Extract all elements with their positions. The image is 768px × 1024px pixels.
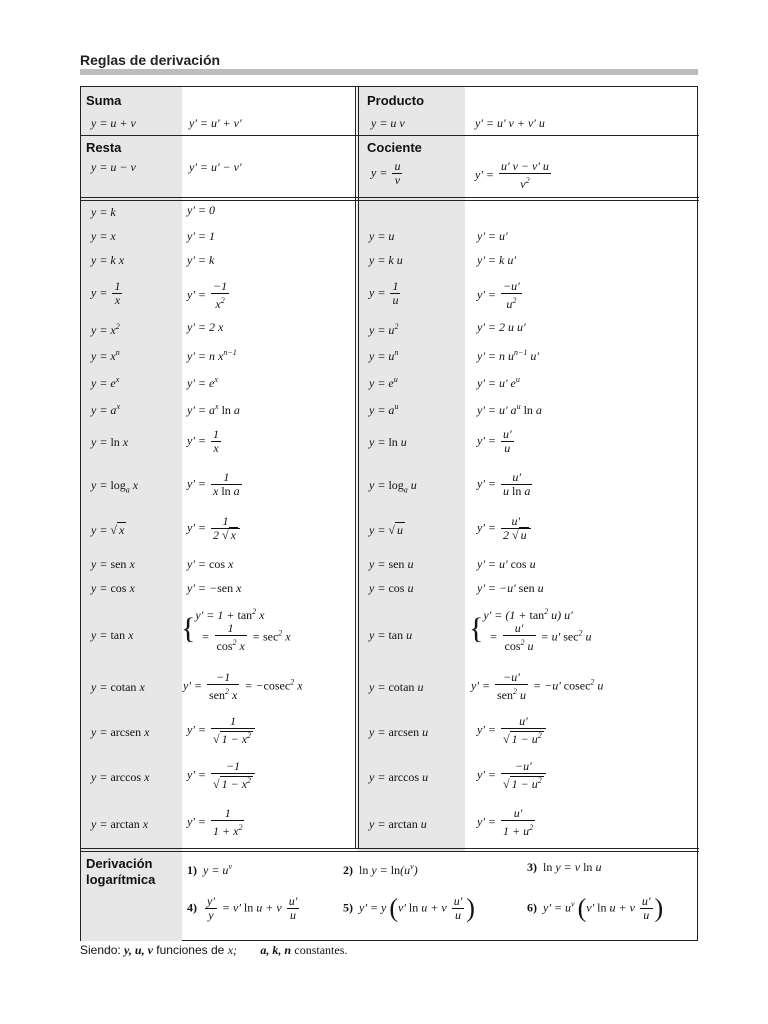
rule-lnx-deriv: y' = $\frac{1}{x}$ bbox=[187, 427, 219, 455]
rule-senu-deriv: y' = u' cos u bbox=[477, 557, 536, 571]
divider-double-b bbox=[81, 851, 699, 852]
rule-x2-deriv: y' = 2 x bbox=[187, 320, 224, 334]
header-suma: Suma bbox=[86, 93, 122, 108]
rule-eu-fn: $y = e^u$ bbox=[369, 375, 398, 390]
rule-ex-deriv: $y' = e^x$ bbox=[187, 375, 218, 390]
rule-logx-deriv: y' = $\frac{1}{\text{x ln a}}$ bbox=[187, 470, 240, 498]
header-log-line2: logarítmica bbox=[86, 872, 156, 887]
rule-ku-fn: y = k u bbox=[369, 253, 403, 267]
rule-cosx-deriv: y' = −sen x bbox=[187, 581, 242, 595]
rule-ku-deriv: y' = k u' bbox=[477, 253, 516, 267]
rule-cosu-deriv: y' = −u' sen u bbox=[477, 581, 544, 595]
rule-x-fn: y = x bbox=[91, 229, 116, 243]
rule-arctanx-fn: y = arctan x bbox=[91, 817, 149, 831]
center-divider-double bbox=[358, 87, 359, 849]
formula-producto-deriv: y' = u' v + v' u bbox=[475, 116, 545, 130]
footer-consts: a, k, n bbox=[260, 943, 292, 957]
log-step-6: 6) $y' = u^v$ (v' ln u + v $\frac{u'}{u}$ ) bbox=[527, 893, 664, 923]
rule-senu-fn: y = sen u bbox=[369, 557, 414, 571]
rule-tanx-deriv: {$y' = 1 + \tan^2 x$ = $\frac{1}{\cos^2 x}$ = $\sec^2 x$ bbox=[181, 607, 291, 653]
formula-producto-fn: y = u v bbox=[371, 116, 405, 130]
rule-x-deriv: y' = 1 bbox=[187, 229, 215, 243]
footer-constantes: constantes. bbox=[294, 943, 348, 957]
rule-arccosx-deriv: y' = $\frac{-1}{√ 1 - x^2}$ bbox=[187, 760, 257, 791]
rule-ex-fn: $y = e^x$ bbox=[91, 375, 120, 390]
rule-inv-u-fn: y = $\frac{1}{u}$ bbox=[369, 279, 399, 307]
rule-tanu-deriv: {$y' = (1 + \tan^2 u)$ u' = $\frac{u'}{\cos^2 u}$ = u' $\sec^2 u$ bbox=[469, 607, 592, 653]
footer-note bbox=[80, 943, 347, 958]
log-step-4: 4) $\frac{y'}{y}$ = v' ln u + v $\frac{u'}{u}$ bbox=[187, 894, 298, 922]
rule-u2-deriv: y' = 2 u u' bbox=[477, 320, 526, 334]
rule-cotanu-fn: y = cotan u bbox=[369, 680, 424, 694]
footer-x: x; bbox=[227, 943, 238, 957]
rule-cotanu-deriv: y' = $\frac{-u'}{sen^2 u}$ = −u' cosec$^2$ u bbox=[471, 670, 604, 702]
formula-resta-fn: y = u − v bbox=[91, 160, 136, 174]
rule-eu-deriv: y' = u' $e^u$ bbox=[477, 375, 520, 390]
divider-suma-resta bbox=[81, 135, 699, 136]
rule-cotanx-deriv: y' = $\frac{-1}{sen^2 x}$ = −cosec$^2$ x bbox=[183, 670, 303, 702]
rule-sqrtu-fn: y = √ u bbox=[369, 523, 404, 537]
log-step-2: 2) $\ln y = \ln(u^v)$ bbox=[343, 862, 418, 877]
derivatives-table bbox=[80, 86, 698, 941]
rule-sqrtx-fn: y = √ x bbox=[91, 523, 125, 537]
rule-x2-fn: $y = x^2$ bbox=[91, 322, 120, 337]
rule-un-fn: $y = u^n$ bbox=[369, 348, 399, 363]
rule-inv-x-fn: y = $\frac{1}{x}$ bbox=[91, 279, 121, 307]
rule-lnu-deriv: y' = $\frac{u'}{u}$ bbox=[477, 427, 512, 455]
rule-arccosu-fn: y = arccos u bbox=[369, 770, 429, 784]
rule-arcsenx-fn: y = arcsen x bbox=[91, 725, 150, 739]
rule-cosu-fn: y = cos u bbox=[369, 581, 414, 595]
rule-u-fn: y = u bbox=[369, 229, 395, 243]
rule-logu-deriv: y' = $\frac{u'}{\text{u ln a}}$ bbox=[477, 470, 531, 498]
rule-senx-fn: y = sen x bbox=[91, 557, 135, 571]
rule-arctanu-deriv: y' = $\frac{u'}{1 + u^2}$ bbox=[477, 806, 534, 838]
footer-vars: y, u, v bbox=[124, 943, 153, 957]
divider-resta-rules bbox=[81, 197, 699, 198]
log-step-3: 3) ln y = v ln u bbox=[527, 860, 602, 874]
rule-arccosu-deriv: y' = $\frac{-u'}{√ 1 - u^2}$ bbox=[477, 760, 548, 791]
rule-lnx-fn: y = ln x bbox=[91, 435, 129, 449]
rule-kx-deriv: y' = k bbox=[187, 253, 215, 267]
title-underline-bar bbox=[80, 69, 698, 75]
formula-suma-deriv: y' = u' + v' bbox=[189, 116, 242, 130]
rule-lnu-fn: y = ln u bbox=[369, 435, 407, 449]
formula-cociente-fn: y = $\frac{u}{v}$ bbox=[371, 159, 401, 187]
header-producto: Producto bbox=[367, 93, 425, 108]
footer-siendo: Siendo: bbox=[80, 943, 121, 957]
rule-u-deriv: y' = u' bbox=[477, 229, 508, 243]
rule-arccosx-fn: y = arccos x bbox=[91, 770, 150, 784]
rule-xn-fn: $y = x^n$ bbox=[91, 348, 120, 363]
rule-xn-deriv: y' = n $x^{n-1}$ bbox=[187, 348, 237, 363]
rule-const-fn: y = k bbox=[91, 205, 116, 219]
rule-inv-u-deriv: y' = $\frac{-u'}{u^2}$ bbox=[477, 279, 520, 311]
rule-arctanu-fn: y = arctan u bbox=[369, 817, 427, 831]
rule-ax-fn: $y = a^x$ bbox=[91, 402, 120, 417]
page-title: Reglas de derivación bbox=[80, 52, 221, 68]
rule-arcsenu-deriv: y' = $\frac{u'}{√ 1 - u^2}$ bbox=[477, 715, 548, 746]
rule-kx-fn: y = k x bbox=[91, 253, 125, 267]
rule-tanx-fn: y = tan x bbox=[91, 628, 134, 642]
rule-logx-fn: $y = \log_a x$ bbox=[91, 478, 139, 495]
rule-arcsenu-fn: y = arcsen u bbox=[369, 725, 429, 739]
header-resta: Resta bbox=[86, 140, 122, 155]
rule-ax-deriv: $y' = a^x$ ln a bbox=[187, 402, 240, 417]
rule-cosx-fn: y = cos x bbox=[91, 581, 135, 595]
rule-senx-deriv: y' = cos x bbox=[187, 557, 234, 571]
rule-tanu-fn: y = tan u bbox=[369, 628, 413, 642]
divider-rules-log bbox=[81, 848, 699, 849]
rule-arcsenx-deriv: y' = $\frac{1}{√ 1 - x^2}$ bbox=[187, 715, 257, 746]
rule-sqrtx-deriv: y' = $\frac{1}{2 √ x}$ bbox=[187, 515, 242, 542]
rule-un-deriv: y' = n $u^{n-1}$ u' bbox=[477, 348, 539, 363]
rule-au-fn: $y = a^u$ bbox=[369, 402, 399, 417]
divider-double-a bbox=[81, 200, 699, 201]
rule-cotanx-fn: y = cotan x bbox=[91, 680, 145, 694]
center-divider bbox=[355, 87, 356, 849]
formula-cociente-deriv: y' = $\frac{u' v - v' u}{v^2}$ bbox=[475, 159, 549, 191]
rule-au-deriv: y' = u' $a^u$ ln a bbox=[477, 402, 542, 417]
header-cociente: Cociente bbox=[367, 140, 422, 155]
footer-funciones: funciones de bbox=[156, 943, 225, 957]
rule-arctanx-deriv: y' = $\frac{1}{1 + x^2}$ bbox=[187, 806, 243, 838]
formula-suma-fn: y = u + v bbox=[91, 116, 136, 130]
rule-u2-fn: $y = u^2$ bbox=[369, 322, 399, 337]
rule-logu-fn: $y = \log_a u$ bbox=[369, 478, 417, 495]
log-step-5: 5) y' = y (v' ln u + v $\frac{u'}{u}$ ) bbox=[343, 893, 475, 923]
rule-const-deriv: y' = 0 bbox=[187, 203, 215, 217]
rule-sqrtu-deriv: y' = $\frac{u'}{2 √ u}$ bbox=[477, 515, 533, 542]
rule-inv-x-deriv: y' = $\frac{-1}{x^2}$ bbox=[187, 279, 228, 311]
log-step-1: 1) $y = u^v$ bbox=[187, 862, 232, 877]
formula-resta-deriv: y' = u' − v' bbox=[189, 160, 242, 174]
header-log-line1: Derivación bbox=[86, 856, 153, 871]
